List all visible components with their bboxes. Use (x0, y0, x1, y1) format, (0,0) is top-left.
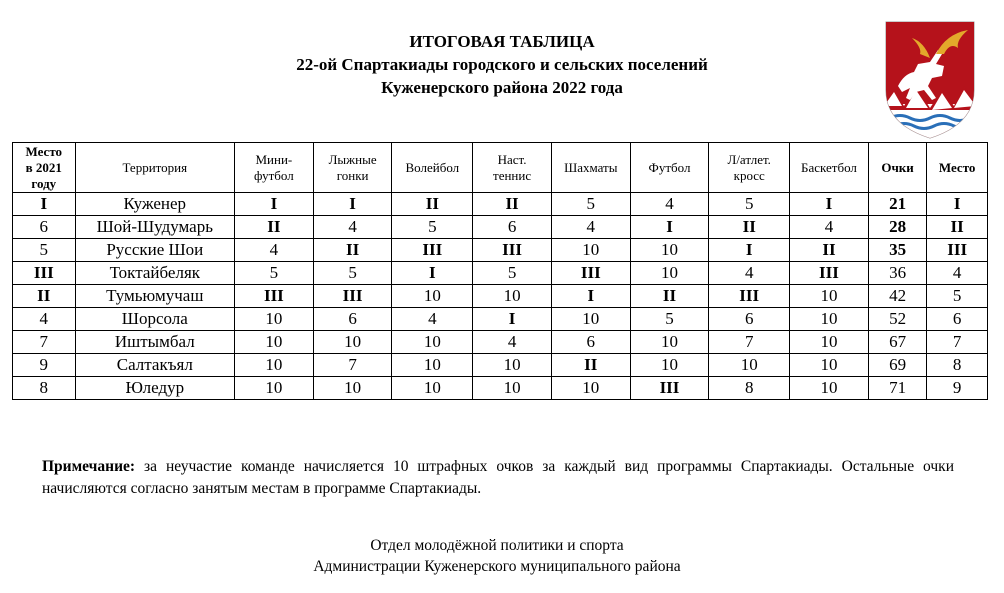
column-header: Наст. теннис (473, 143, 552, 193)
table-cell: 5 (927, 285, 988, 308)
table-cell: II (709, 216, 790, 239)
table-cell: II (313, 239, 392, 262)
column-header: Территория (75, 143, 234, 193)
column-header: Волейбол (392, 143, 473, 193)
table-cell: 4 (313, 216, 392, 239)
table-cell: I (392, 262, 473, 285)
table-cell: I (790, 193, 869, 216)
table-cell: 6 (551, 331, 630, 354)
table-cell: 5 (392, 216, 473, 239)
territory-cell: Иштымбал (75, 331, 234, 354)
table-cell: 10 (235, 354, 314, 377)
note-paragraph (42, 456, 954, 500)
table-cell: II (630, 285, 709, 308)
table-cell: 6 (473, 216, 552, 239)
column-header: Место (927, 143, 988, 193)
table-cell: 10 (473, 285, 552, 308)
table-body (13, 193, 988, 400)
column-header: Баскетбол (790, 143, 869, 193)
table-cell: I (709, 239, 790, 262)
table-cell: 4 (235, 239, 314, 262)
table-cell: 5 (235, 262, 314, 285)
table-cell: 5 (709, 193, 790, 216)
note-text: за неучастие команде начисляется 10 штрафных очков за каждый вид программы Спартакиады. Остальные очки начисляются согласно занятым местам в программе Спартакиады. (42, 458, 954, 497)
table-row (13, 308, 988, 331)
table-cell: II (13, 285, 76, 308)
territory-cell: Русские Шои (75, 239, 234, 262)
territory-cell: Юледур (75, 377, 234, 400)
table-cell: 28 (868, 216, 927, 239)
results-table (12, 142, 988, 400)
table-cell: 10 (235, 331, 314, 354)
table-cell: 4 (473, 331, 552, 354)
table-cell: 10 (790, 308, 869, 331)
territory-cell: Тумьюмучаш (75, 285, 234, 308)
table-cell: III (473, 239, 552, 262)
table-cell: 42 (868, 285, 927, 308)
table-cell: 10 (313, 331, 392, 354)
table-cell: 10 (235, 377, 314, 400)
table-cell: 10 (313, 377, 392, 400)
table-cell: I (13, 193, 76, 216)
table-cell: 10 (630, 354, 709, 377)
table-cell: 36 (868, 262, 927, 285)
table-cell: 5 (551, 193, 630, 216)
coat-of-arms-moose-icon (884, 20, 976, 140)
table-cell: III (551, 262, 630, 285)
table-cell: II (392, 193, 473, 216)
table-cell: III (927, 239, 988, 262)
table-cell: III (392, 239, 473, 262)
territory-cell: Токтайбеляк (75, 262, 234, 285)
table-cell: II (927, 216, 988, 239)
table-cell: I (473, 308, 552, 331)
table-cell: 7 (709, 331, 790, 354)
note-label: Примечание: (42, 458, 136, 475)
table-cell: 69 (868, 354, 927, 377)
footer-administration: Администрации Куженерского муниципального района (313, 558, 681, 575)
table-cell: 7 (927, 331, 988, 354)
table-cell: 8 (927, 354, 988, 377)
table-cell: 71 (868, 377, 927, 400)
table-cell: III (13, 262, 76, 285)
table-row (13, 216, 988, 239)
table-cell: II (473, 193, 552, 216)
table-cell: 5 (313, 262, 392, 285)
column-header: Мини- футбол (235, 143, 314, 193)
table-cell: 10 (392, 331, 473, 354)
table-cell: II (551, 354, 630, 377)
footer-department: Отдел молодёжной политики и спорта (370, 537, 624, 554)
table-cell: II (790, 239, 869, 262)
table-cell: 4 (630, 193, 709, 216)
table-cell: 21 (868, 193, 927, 216)
table-cell: 6 (927, 308, 988, 331)
table-cell: 10 (709, 354, 790, 377)
table-cell: I (630, 216, 709, 239)
table-cell: 5 (13, 239, 76, 262)
table-cell: 4 (551, 216, 630, 239)
table-cell: 4 (927, 262, 988, 285)
territory-cell: Куженер (75, 193, 234, 216)
table-cell: 10 (630, 239, 709, 262)
table-cell: 10 (235, 308, 314, 331)
table-cell: III (313, 285, 392, 308)
table-cell: 6 (313, 308, 392, 331)
territory-cell: Шой-Шудумарь (75, 216, 234, 239)
table-row (13, 377, 988, 400)
column-header: Шахматы (551, 143, 630, 193)
table-cell: 10 (392, 377, 473, 400)
table-cell: 7 (13, 331, 76, 354)
table-cell: III (709, 285, 790, 308)
table-cell: 52 (868, 308, 927, 331)
table-row (13, 239, 988, 262)
column-header: Л/атлет. кросс (709, 143, 790, 193)
table-cell: 67 (868, 331, 927, 354)
table-cell: 7 (313, 354, 392, 377)
document-title: ИТОГОВАЯ ТАБЛИЦА (409, 32, 595, 51)
table-header-row (13, 143, 988, 193)
table-cell: 10 (790, 331, 869, 354)
table-cell: 10 (551, 377, 630, 400)
table-cell: 10 (630, 331, 709, 354)
table-cell: II (235, 216, 314, 239)
table-cell: 6 (709, 308, 790, 331)
table-cell: I (313, 193, 392, 216)
table-cell: 4 (13, 308, 76, 331)
table-cell: I (235, 193, 314, 216)
table-cell: 8 (709, 377, 790, 400)
table-cell: I (927, 193, 988, 216)
territory-cell: Салтакъял (75, 354, 234, 377)
table-cell: 10 (790, 377, 869, 400)
document-subtitle-year: Куженерского района 2022 года (381, 78, 623, 97)
table-cell: 10 (551, 308, 630, 331)
table-cell: 4 (392, 308, 473, 331)
table-cell: 10 (630, 262, 709, 285)
table-cell: I (551, 285, 630, 308)
table-cell: 9 (13, 354, 76, 377)
table-row (13, 354, 988, 377)
column-header: Очки (868, 143, 927, 193)
table-cell: 10 (473, 377, 552, 400)
table-cell: 5 (473, 262, 552, 285)
table-cell: 4 (790, 216, 869, 239)
table-cell: 4 (709, 262, 790, 285)
table-cell: 10 (392, 354, 473, 377)
column-header: Футбол (630, 143, 709, 193)
table-cell: 10 (551, 239, 630, 262)
table-row (13, 285, 988, 308)
table-cell: 10 (473, 354, 552, 377)
document-subtitle: 22-ой Спартакиады городского и сельских поселений (296, 55, 708, 74)
table-cell: 10 (790, 354, 869, 377)
territory-cell: Шорсола (75, 308, 234, 331)
table-cell: 6 (13, 216, 76, 239)
column-header: Лыжные гонки (313, 143, 392, 193)
column-header: Место в 2021 году (13, 143, 76, 193)
table-cell: III (630, 377, 709, 400)
table-cell: III (235, 285, 314, 308)
table-row (13, 331, 988, 354)
table-cell: 9 (927, 377, 988, 400)
table-cell: 10 (790, 285, 869, 308)
table-cell: 35 (868, 239, 927, 262)
table-row (13, 262, 988, 285)
table-row (13, 193, 988, 216)
table-cell: 10 (392, 285, 473, 308)
table-cell: III (790, 262, 869, 285)
table-cell: 8 (13, 377, 76, 400)
table-cell: 5 (630, 308, 709, 331)
